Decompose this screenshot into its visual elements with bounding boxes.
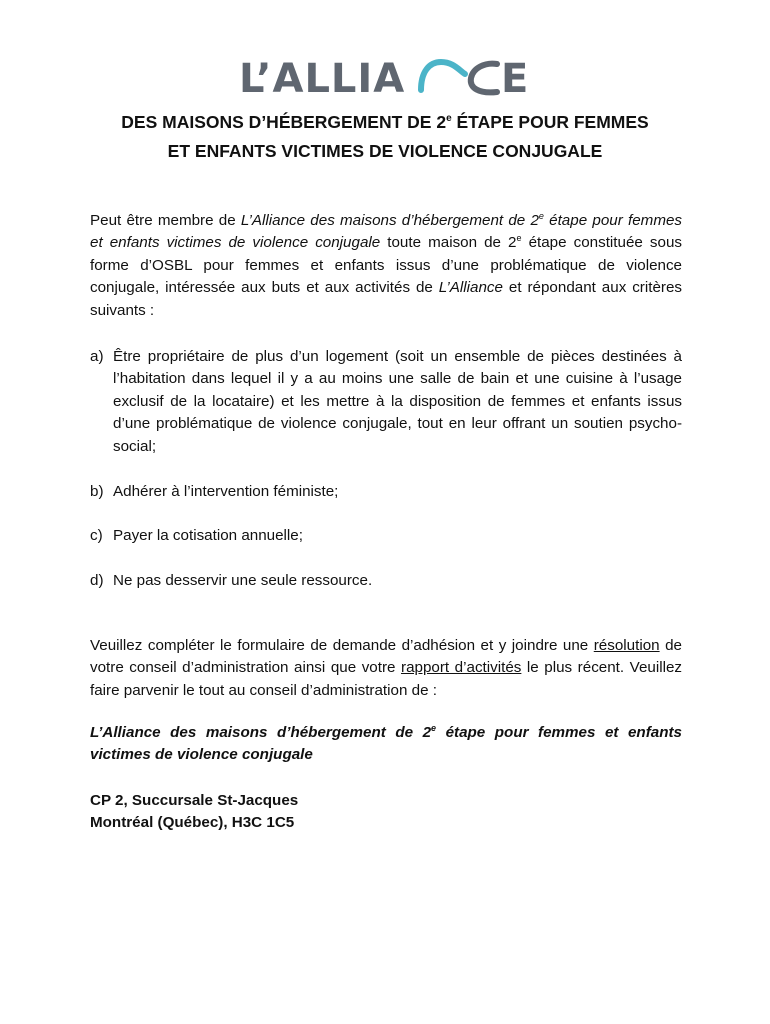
document-title xyxy=(60,108,710,166)
organization-name-a: L’Alliance des maisons d’hébergement de 2 xyxy=(90,724,432,741)
resolution-text: résolution xyxy=(593,636,660,654)
intro-org-a: L’Alliance des maisons d’hébergement de 2 xyxy=(240,212,539,229)
address-line2: Montréal (Québec), H3C 1C5 xyxy=(90,814,295,832)
organization-name-b: étape pour femmes et enfants victimes de violence conjugale xyxy=(90,724,682,764)
criteria-text: Ne pas desservir une seule ressource. xyxy=(113,572,373,590)
intro-org-b: étape pour femmes et enfants victimes de violence conjugale xyxy=(90,212,683,252)
mailing-address xyxy=(90,790,682,835)
closing-text-b: de votre conseil d’administration ainsi que votre xyxy=(90,636,683,677)
document-body xyxy=(90,210,682,835)
logo xyxy=(0,52,770,107)
closing-paragraph xyxy=(90,635,682,702)
criteria-letter: c) xyxy=(90,527,103,545)
intro-text-b-sup: e xyxy=(516,233,522,244)
title-line1-part-b: ÉTAPE POUR FEMMES xyxy=(451,112,649,132)
organization-name xyxy=(90,722,682,767)
criteria-letter: b) xyxy=(90,482,104,500)
intro-paragraph xyxy=(90,210,682,322)
title-line1-part-a: DES MAISONS D’HÉBERGEMENT DE 2 xyxy=(121,112,447,132)
rapport-text: rapport d’activités xyxy=(401,659,522,677)
title-superscript: e xyxy=(446,113,452,125)
logo-text: L’ALLIA xyxy=(239,56,406,102)
criteria-item-c xyxy=(90,525,682,547)
closing-text-a: Veuillez compléter le formulaire de demande d’adhésion et y joindre une xyxy=(90,636,594,654)
intro-text-b: toute maison de 2 xyxy=(380,234,517,252)
logo-mark xyxy=(235,52,535,102)
criteria-text: Adhérer à l’intervention féministe; xyxy=(113,482,339,500)
criteria-text: Être propriétaire de plus d’un logement (soit un ensemble de pièces destinées à l’habitation dans lequel il y a au moins une salle de bain et une cuisine à l’usage exclusif de la locataire) et les mettre à la disposition de femmes et enfants issus d’une problématique de violence conjugale, tout en leur offrant un soutien psycho-social; xyxy=(113,348,682,455)
title-line1 xyxy=(121,112,648,132)
criteria-item-d xyxy=(90,570,682,592)
title-line2: ET ENFANTS VICTIMES DE VIOLENCE CONJUGALE xyxy=(167,141,603,161)
intro-alliance: L’Alliance xyxy=(438,279,503,297)
criteria-item-a xyxy=(90,346,682,458)
organization-sup: e xyxy=(431,722,437,733)
intro-text-a: Peut être membre de xyxy=(90,212,241,229)
intro-org-sup: e xyxy=(538,210,544,221)
logo-text-end: E xyxy=(501,56,530,102)
wave-c-icon xyxy=(421,62,503,92)
intro-text-d: et répondant aux critères suivants : xyxy=(90,279,682,319)
intro-text-c: étape constituée sous forme d’OSBL pour femmes et enfants issus d’une problématique de violence conjugale, intéressée aux buts et aux activités de xyxy=(90,234,682,297)
criteria-letter: a) xyxy=(90,348,104,366)
closing-text-c: le plus récent. Veuillez faire parvenir le tout au conseil d’administration de : xyxy=(90,659,683,699)
criteria-item-b xyxy=(90,481,682,503)
criteria-letter: d) xyxy=(90,572,104,590)
address-line1: CP 2, Succursale St-Jacques xyxy=(90,791,299,809)
criteria-text: Payer la cotisation annuelle; xyxy=(113,527,303,545)
